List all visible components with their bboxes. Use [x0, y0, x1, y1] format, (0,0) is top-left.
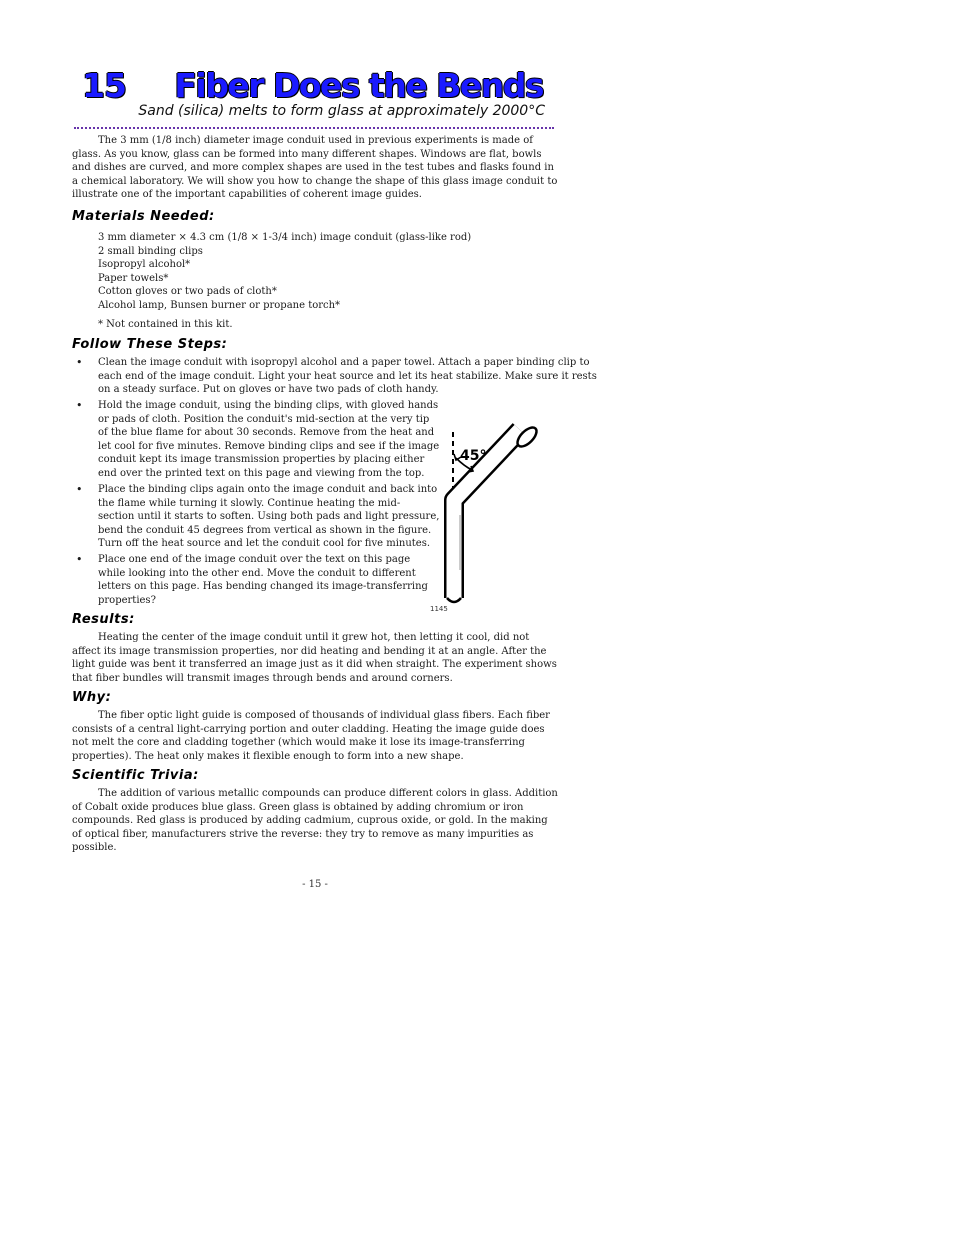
step-line: on a steady surface. Put on gloves or have two pads of cloth handy. [98, 384, 439, 395]
step-line: of the blue flame for about 30 seconds. Remove from the heat and [98, 427, 435, 438]
experiment-number: 15 [82, 66, 126, 105]
steps-heading: Follow These Steps: [72, 337, 228, 352]
step-line: each end of the image conduit. Light your heat source and let its heat stabilize. Make sure it rests [98, 370, 597, 382]
conduit-top-end [514, 424, 539, 449]
step-line: section until it starts to soften. Using both pads and light pressure, [98, 511, 440, 522]
materials-note: * Not contained in this kit. [98, 319, 233, 330]
bullet-marker: • [76, 553, 83, 566]
materials-item: Isopropyl alcohol* [98, 259, 191, 270]
step-1 [98, 356, 597, 397]
step-line: Clean the image conduit with isopropyl alcohol and a paper towel. Attach a paper binding clip to [98, 357, 590, 368]
materials-item: Paper towels* [98, 272, 169, 284]
bullet-marker: • [76, 356, 83, 369]
page-number: - 15 - [302, 879, 328, 890]
step-line: while looking into the other end. Move the conduit to different [98, 567, 416, 579]
figure-id-label: 1145 [430, 605, 448, 613]
page-subtitle: Sand (silica) melts to form glass at approximately 2000°C [138, 103, 545, 119]
trivia-heading: Scientific Trivia: [72, 768, 199, 783]
step-3 [98, 483, 439, 551]
step-line: Turn off the heat source and let the conduit cool for five minutes. [98, 538, 431, 549]
materials-item: Alcohol lamp, Bunsen burner or propane torch* [98, 299, 341, 311]
step-line: conduit kept its image transmission properties by placing either [98, 454, 425, 465]
results-paragraph: Heating the center of the image conduit until it grew hot, then letting it cool, did not affect its image transmission properties, nor did heating and bending it at an angle. After the light guide was bent it transferred an image just as it did when straight. The experiment shows that fiber bundles will transmit images through bends and around corners. [72, 632, 557, 684]
step-line: let cool for five minutes. Remove binding clips and see if the image [98, 440, 440, 452]
step-line: end over the printed text on this page and viewing from the top. [98, 467, 425, 479]
materials-item: 2 small binding clips [98, 245, 203, 257]
bent-conduit-figure [428, 420, 548, 615]
materials-item: Cotton gloves or two pads of cloth* [98, 286, 277, 297]
step-line: letters on this page. Has bending changed its image-transferring [98, 581, 428, 592]
step-line: properties? [98, 594, 156, 606]
bullet-marker: • [76, 399, 83, 412]
conduit-bottom-end [447, 598, 461, 602]
results-heading: Results: [72, 612, 135, 627]
title-divider [74, 127, 554, 129]
materials-item: 3 mm diameter × 4.3 cm (1/8 × 1-3/4 inch) image conduit (glass-like rod) [98, 232, 472, 243]
step-4 [98, 553, 428, 607]
why-paragraph: The fiber optic light guide is composed of thousands of individual glass fibers. Each fiber consists of a central light-carrying portion and outer cladding. Heating the image guide does not melt the core and cladding together (which would make it lose its image-transferring properties). The heat only makes it flexible enough to form into a new shape. [72, 710, 550, 762]
step-line: bend the conduit 45 degrees from vertical as shown in the figure. [98, 524, 432, 536]
step-line: Place one end of the image conduit over the text on this page [98, 554, 411, 565]
intro-paragraph: The 3 mm (1/8 inch) diameter image conduit used in previous experiments is made of glass. As you know, glass can be formed into many different shapes. Windows are flat, bowls and dishes are curved, and more complex shapes are used in the test tubes and flasks found in a chemical laboratory. We will show you how to change the shape of this glass image conduit to illustrate one of the important capabilities of coherent image guides. [72, 135, 558, 200]
materials-heading: Materials Needed: [72, 209, 215, 224]
materials-list [98, 231, 518, 312]
step-line: or pads of cloth. Position the conduit's mid-section at the very tip [98, 413, 430, 425]
step-line: Place the binding clips again onto the image conduit and back into [98, 484, 438, 495]
why-heading: Why: [72, 690, 112, 705]
step-line: the flame while turning it slowly. Continue heating the mid- [98, 497, 401, 509]
bullet-marker: • [76, 483, 83, 496]
angle-label: 45° [460, 448, 487, 464]
step-line: Hold the image conduit, using the binding clips, with gloved hands [98, 400, 439, 411]
trivia-paragraph: The addition of various metallic compounds can produce different colors in glass. Addition of Cobalt oxide produces blue glass. Green glass is obtained by adding chromium or iron compounds. Red glass is produced by adding cadmium, cuprous oxide, or gold. In the making of optical fiber, manufacturers strive the reverse: they try to remove as many impurities as possible. [72, 788, 558, 853]
step-2 [98, 399, 439, 480]
page-title: Fiber Does the Bends [174, 66, 543, 105]
